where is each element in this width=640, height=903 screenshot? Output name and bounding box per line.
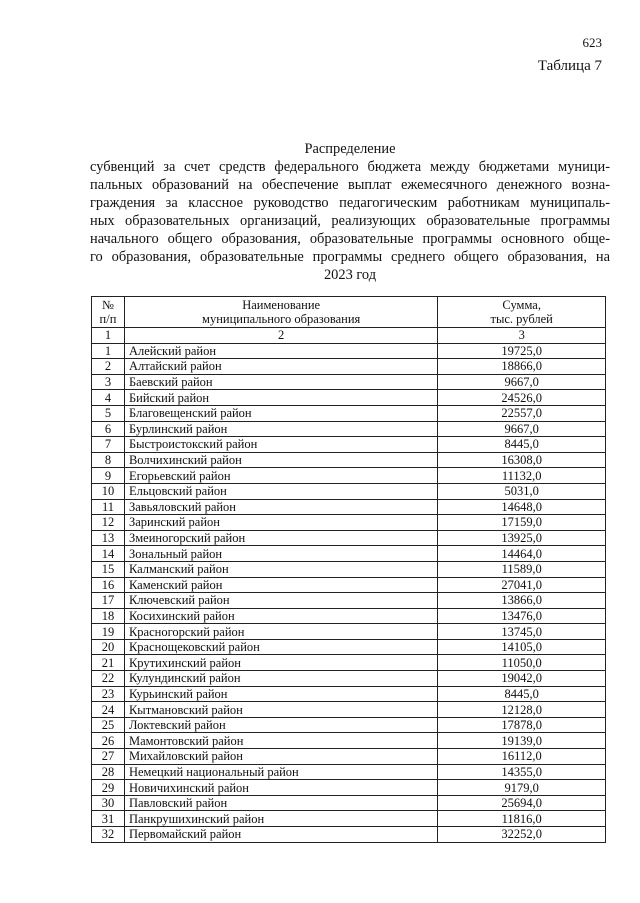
district-name: Кытмановский район [124,702,437,718]
column-index-row [92,328,606,344]
table-row [92,639,606,655]
subsidy-amount: 13866,0 [438,593,606,609]
column-index: 3 [438,328,606,344]
header-sum [438,297,606,328]
column-index: 2 [124,328,437,344]
subsidy-amount: 13925,0 [438,530,606,546]
district-name: Курьинский район [124,686,437,702]
table-row [92,483,606,499]
row-number: 19 [92,624,125,640]
subsidy-amount: 16308,0 [438,452,606,468]
district-name: Краснощековский район [124,639,437,655]
district-name: Волчихинский район [124,452,437,468]
table-row [92,374,606,390]
district-name: Алейский район [124,343,437,359]
district-name: Калманский район [124,561,437,577]
row-number: 1 [92,343,125,359]
row-number: 17 [92,593,125,609]
row-number: 22 [92,671,125,687]
subsidy-amount: 12128,0 [438,702,606,718]
table-row [92,733,606,749]
table-row [92,671,606,687]
district-name: Бурлинский район [124,421,437,437]
district-name: Егорьевский район [124,468,437,484]
row-number: 21 [92,655,125,671]
row-number: 28 [92,764,125,780]
heading-line: граждения за классное руководство педагогическим работникам муниципаль- [90,195,610,211]
district-name: Ельцовский район [124,483,437,499]
header-number-line1: № [102,298,114,312]
header-number [92,297,125,328]
distribution-table [91,296,606,843]
row-number: 25 [92,717,125,733]
subsidy-amount: 19042,0 [438,671,606,687]
subsidy-amount: 13745,0 [438,624,606,640]
district-name: Крутихинский район [124,655,437,671]
row-number: 24 [92,702,125,718]
district-name: Немецкий национальный район [124,764,437,780]
subsidy-amount: 11050,0 [438,655,606,671]
district-name: Завьяловский район [124,499,437,515]
subsidy-amount: 18866,0 [438,359,606,375]
row-number: 26 [92,733,125,749]
row-number: 5 [92,405,125,421]
subsidy-amount: 14105,0 [438,639,606,655]
district-name: Локтевский район [124,717,437,733]
district-name: Змеиногорский район [124,530,437,546]
row-number: 29 [92,780,125,796]
row-number: 11 [92,499,125,515]
row-number: 14 [92,546,125,562]
header-number-line2: п/п [99,312,117,326]
row-number: 20 [92,639,125,655]
district-name: Баевский район [124,374,437,390]
district-name: Косихинский район [124,608,437,624]
heading-line: субвенций за счет средств федерального бюджета между бюджетами муници- [90,159,610,175]
district-name: Первомайский район [124,827,437,843]
district-name: Кулундинский район [124,671,437,687]
table-row [92,359,606,375]
district-name: Красногорский район [124,624,437,640]
subsidy-amount: 8445,0 [438,437,606,453]
district-name: Каменский район [124,577,437,593]
subsidy-amount: 13476,0 [438,608,606,624]
table-row [92,405,606,421]
subsidy-amount: 19139,0 [438,733,606,749]
header-name [124,297,437,328]
table-row [92,577,606,593]
row-number: 31 [92,811,125,827]
document-heading [90,140,610,284]
district-name: Бийский район [124,390,437,406]
header-name-line2: муниципального образования [202,312,361,326]
table-row [92,390,606,406]
subsidy-amount: 17159,0 [438,515,606,531]
subsidy-amount: 27041,0 [438,577,606,593]
table-row [92,421,606,437]
subsidy-amount: 11589,0 [438,561,606,577]
subsidy-amount: 9179,0 [438,780,606,796]
heading-line: пальных образований на обеспечение выплат ежемесячного денежного возна- [90,177,610,193]
row-number: 18 [92,608,125,624]
table-row [92,452,606,468]
table-row [92,702,606,718]
table-row [92,561,606,577]
subsidy-amount: 9667,0 [438,421,606,437]
subsidy-amount: 24526,0 [438,390,606,406]
district-name: Заринский район [124,515,437,531]
row-number: 15 [92,561,125,577]
table-row [92,608,606,624]
table-row [92,499,606,515]
row-number: 23 [92,686,125,702]
header-sum-line1: Сумма, [502,298,541,312]
table-row [92,546,606,562]
heading-line: го образования, образовательные программы среднего общего образования, на [90,249,610,265]
table-row [92,686,606,702]
district-name: Ключевский район [124,593,437,609]
district-name: Благовещенский район [124,405,437,421]
subsidy-amount: 11816,0 [438,811,606,827]
row-number: 2 [92,359,125,375]
heading-line: начального общего образования, образовательные программы основного обще- [90,231,610,247]
table-label: Таблица 7 [537,58,602,74]
row-number: 7 [92,437,125,453]
table-row [92,717,606,733]
table-row [92,468,606,484]
row-number: 13 [92,530,125,546]
district-name: Новичихинский район [124,780,437,796]
subsidy-amount: 8445,0 [438,686,606,702]
row-number: 12 [92,515,125,531]
table-row [92,780,606,796]
subsidy-amount: 5031,0 [438,483,606,499]
subsidy-amount: 32252,0 [438,827,606,843]
row-number: 16 [92,577,125,593]
subsidy-amount: 25694,0 [438,795,606,811]
row-number: 32 [92,827,125,843]
subsidy-amount: 16112,0 [438,749,606,765]
table-row [92,515,606,531]
district-name: Михайловский район [124,749,437,765]
district-name: Мамонтовский район [124,733,437,749]
table-row [92,593,606,609]
subsidy-amount: 9667,0 [438,374,606,390]
row-number: 9 [92,468,125,484]
row-number: 10 [92,483,125,499]
subsidy-amount: 11132,0 [438,468,606,484]
table-header-row [92,297,606,328]
district-name: Павловский район [124,795,437,811]
district-name: Быстроистокский район [124,437,437,453]
table-row [92,764,606,780]
heading-line: ных образовательных организаций, реализующих образовательные программы [90,213,610,229]
row-number: 27 [92,749,125,765]
district-name: Алтайский район [124,359,437,375]
subsidy-amount: 22557,0 [438,405,606,421]
table-row [92,827,606,843]
row-number: 6 [92,421,125,437]
table-row [92,624,606,640]
table-row [92,795,606,811]
heading-title: Распределение [304,141,396,157]
row-number: 3 [92,374,125,390]
row-number: 4 [92,390,125,406]
heading-year: 2023 год [323,267,377,283]
table-row [92,437,606,453]
district-name: Панкрушихинский район [124,811,437,827]
subsidy-amount: 14648,0 [438,499,606,515]
column-index: 1 [92,328,125,344]
table-row [92,343,606,359]
header-name-line1: Наименование [242,298,321,312]
table-row [92,530,606,546]
subsidy-amount: 19725,0 [438,343,606,359]
table-row [92,655,606,671]
district-name: Зональный район [124,546,437,562]
table-row [92,811,606,827]
subsidy-amount: 14464,0 [438,546,606,562]
page-number: 623 [582,35,602,50]
row-number: 8 [92,452,125,468]
table-row [92,749,606,765]
row-number: 30 [92,795,125,811]
subsidy-amount: 17878,0 [438,717,606,733]
header-sum-line2: тыс. рублей [490,312,553,326]
subsidy-amount: 14355,0 [438,764,606,780]
